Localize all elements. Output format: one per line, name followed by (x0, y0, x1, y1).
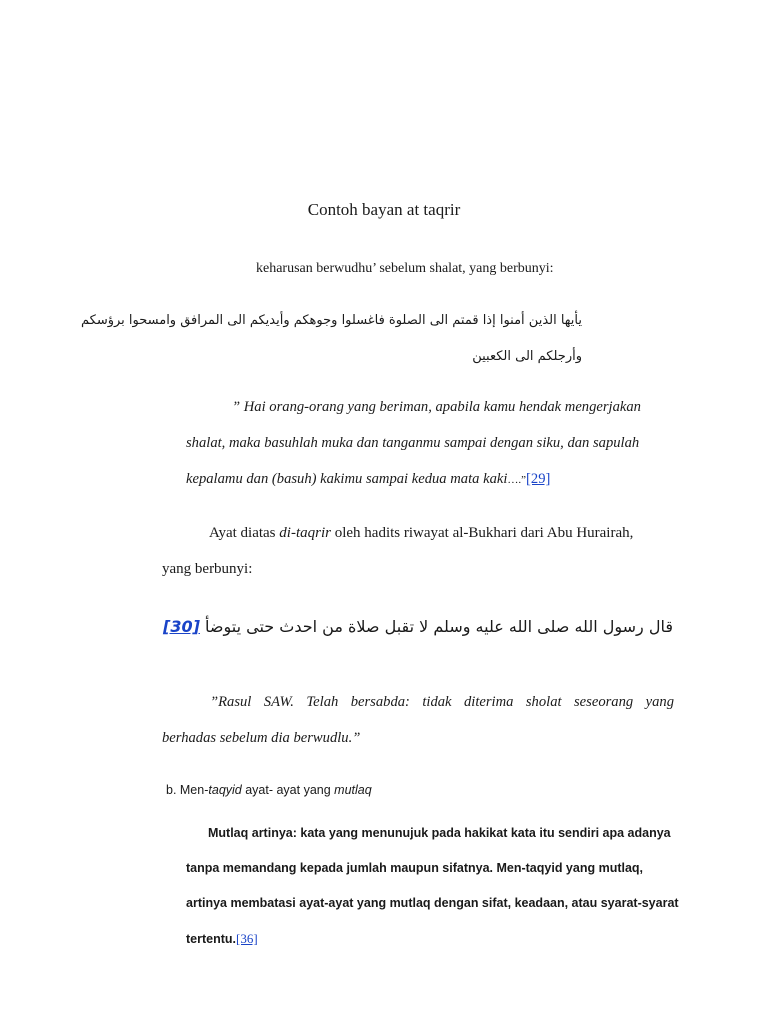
paragraph-line-1 (209, 525, 633, 542)
translation-line-2: shalat, maka basuhlah muka dan tanganmu sampai dengan siku, dan sapulah (186, 435, 640, 451)
section-heading (166, 783, 372, 797)
translation-line-1: ” Hai orang-orang yang beriman, apabila kamu hendak mengerjakan (232, 399, 641, 415)
section-heading-italic-2: mutlaq (334, 783, 372, 797)
footnote-link-29[interactable]: [29] (526, 471, 551, 487)
mutlaq-line-2: tanpa memandang kepada jumlah maupun sifatnya. Men-taqyid yang mutlaq, (186, 861, 644, 875)
hadith-translation-line-1: ”Rasul SAW. Telah bersabda: tidak diterima sholat seseorang yang (210, 694, 674, 710)
arabic-verse-line-2: وأرجلكم الى الكعبين (472, 349, 582, 364)
paragraph-line-2: yang berbunyi: (162, 561, 253, 577)
footnote-link-30[interactable]: [30] (163, 617, 200, 636)
hadith-translation-line-2: berhadas sebelum dia berwudlu.” (162, 730, 361, 746)
paragraph-line-1-post: oleh hadits riwayat al-Bukhari dari Abu Hurairah, (330, 525, 634, 541)
arabic-hadith (163, 617, 673, 636)
arabic-verse-line-1: يأيها الذين أمنوا إذا قمتم الى الصلوة فاغسلوا وجوهكم وأيديكم الى المرافق وامسحوا برؤسكم (80, 313, 582, 328)
mutlaq-line-4-text: tertentu. (186, 932, 236, 946)
translation-line-3-text: kepalamu dan (basuh) kakimu sampai kedua mata kaki (186, 471, 508, 487)
intro-text: keharusan berwudhu’ sebelum shalat, yang berbunyi: (256, 261, 554, 276)
mutlaq-line-1: Mutlaq artinya: kata yang menunujuk pada hakikat kata itu sendiri apa adanya (208, 826, 671, 840)
section-heading-italic-1: taqyid (208, 783, 242, 797)
page-title: Contoh bayan at taqrir (307, 200, 461, 219)
mutlaq-line-3: artinya membatasi ayat-ayat yang mutlaq dengan sifat, keadaan, atau syarat-syarat (186, 896, 679, 910)
translation-line-3 (186, 471, 550, 488)
arabic-hadith-text: قال رسول الله صلى الله عليه وسلم لا تقبل صلاة من احدث حتى يتوضأ (205, 617, 673, 636)
mutlaq-line-4 (186, 931, 258, 947)
section-heading-pre: b. Men- (166, 783, 209, 797)
paragraph-line-1-pre: Ayat diatas (209, 525, 280, 541)
footnote-link-36[interactable]: [36] (236, 931, 258, 946)
section-heading-mid: ayat- ayat yang (241, 783, 335, 797)
paragraph-line-1-italic: di-taqrir (279, 525, 331, 541)
translation-line-3-tail: ….” (507, 474, 527, 486)
